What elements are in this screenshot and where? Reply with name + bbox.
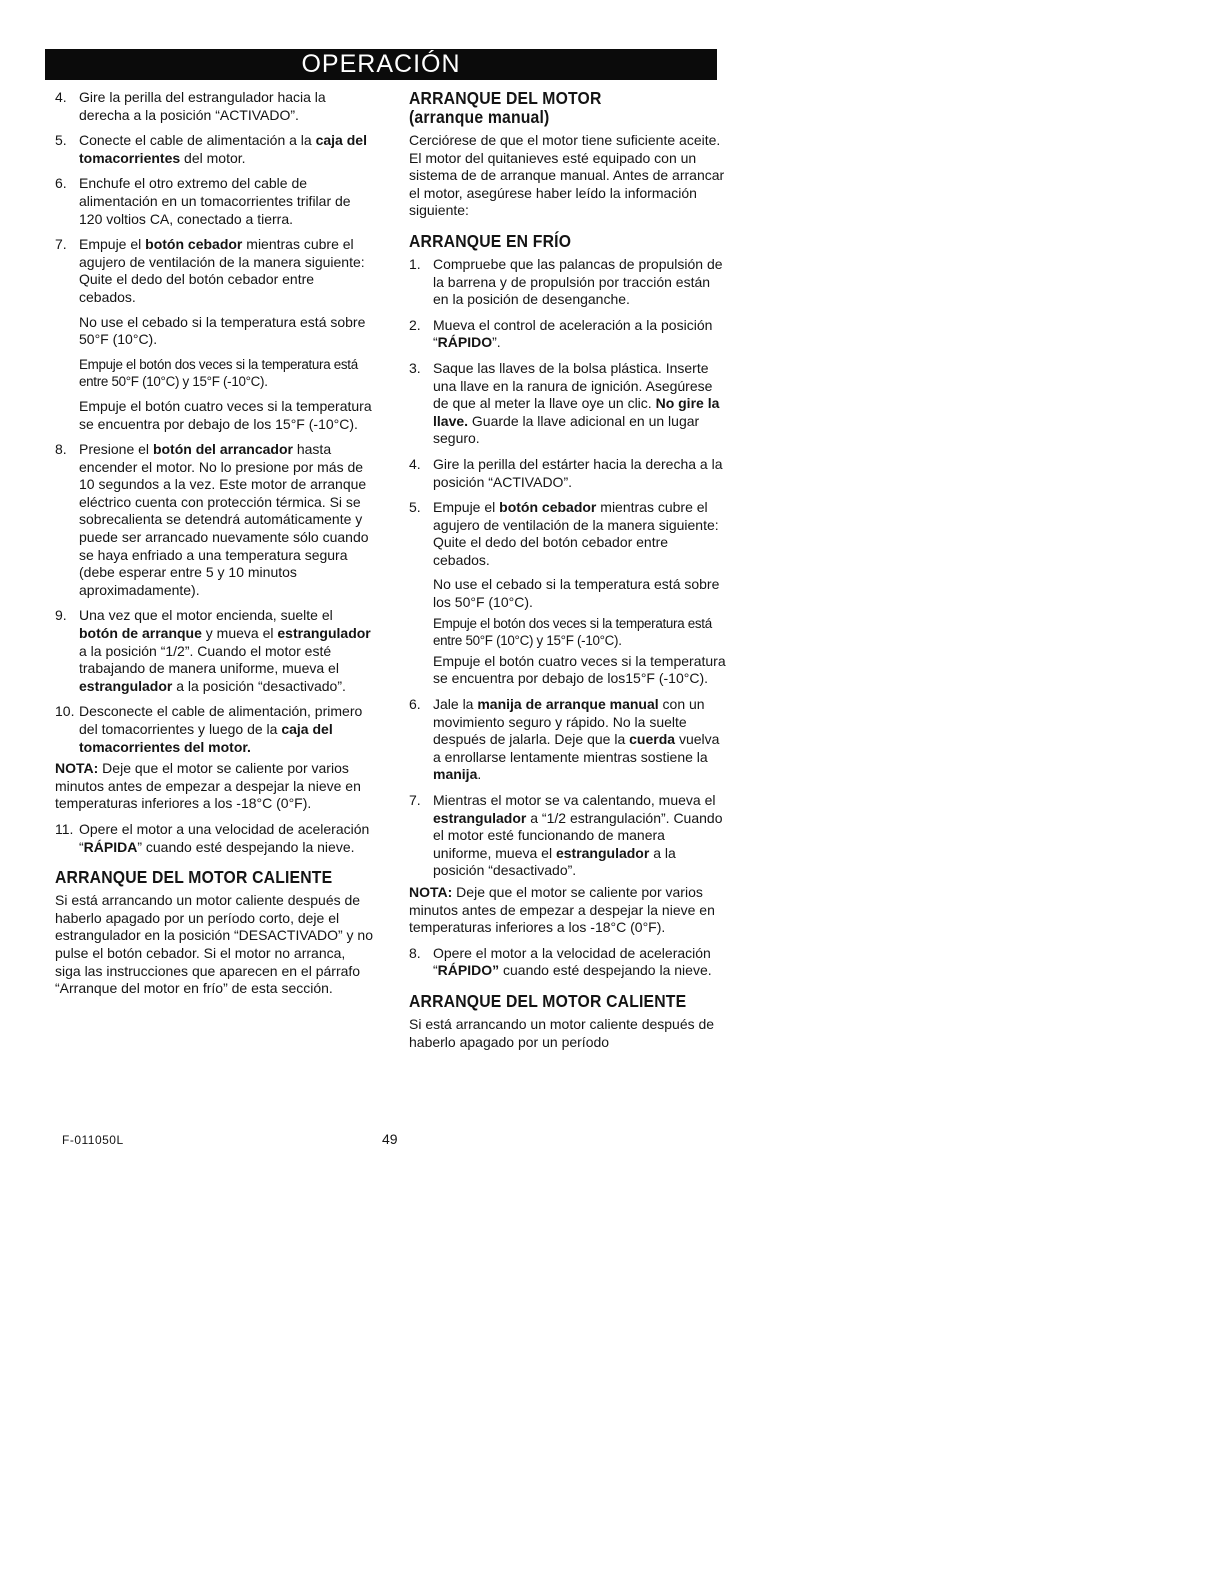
step-number: 8. [409,944,421,961]
step-text: cuando esté despejando la nieve. [499,962,712,979]
step-emphasis: botón cebador [145,236,243,253]
step-text: ” cuando esté despejando la nieve. [137,838,355,855]
step-text: Opere el motor a una velocidad de aceleración “ [79,820,370,855]
step-text: mientras cubre el agujero de ventilación de la manera siguiente: Quite el dedo del botón cebador entre cebados. [79,236,365,305]
step-text: Compruebe que las palancas de propulsión de la barrena y de propulsión por tracción están en la posición de desenganche. [433,255,723,308]
step-emphasis: manija de arranque manual [477,696,659,713]
step-number: 4. [409,455,421,472]
step-subnote: Empuje el botón dos veces si la temperatura está entre 50°F (10°C) y 15°F (-10°C). [79,356,358,390]
step-emphasis: botón cebador [499,499,597,516]
warm-start-text: Si está arrancando un motor caliente después de haberlo apagado por un período corto, deje el estrangulador en la posición “DESACTIVADO” y no pulse el botón cebador. Si el motor no arranca, siga las instrucciones que aparecen en el párrafo “Arranque del motor en frío” de esta sección. [55,892,373,997]
intro-paragraph: Cerciórese de que el motor tiene suficiente aceite. El motor del quitanieves esté equipado con un sistema de de arranque manual. Antes de arrancar el motor, asegúrese haber leído la información siguiente: [409,132,725,219]
step-text: Mueva el control de aceleración a la posición “ [433,316,713,351]
section-banner: OPERACIÓN [45,49,717,80]
step-text: a la posición “desactivado”. [172,677,346,694]
step-emphasis: manija [433,766,478,783]
step-number: 11. [55,820,74,837]
step-emphasis: RÁPIDO” [437,962,500,979]
step-item [409,499,726,688]
warm-start-heading: ARRANQUE DEL MOTOR CALIENTE [55,867,333,888]
step-item [55,607,374,695]
step-subnote: Empuje el botón dos veces si la temperatura está entre 50°F (10°C) y 15°F (-10°C). [433,615,712,649]
step-text: Gire la perilla del estárter hacia la derecha a la posición “ACTIVADO”. [433,455,723,490]
right-column [409,89,726,1051]
step-number: 8. [55,441,67,458]
step-text: . [477,766,482,783]
step-text: Opere el motor a la velocidad de aceleración “ [433,944,711,979]
step-number: 9. [55,607,67,624]
step-number: 6. [409,696,421,713]
step-text: Conecte el cable de alimentación a la [79,132,316,149]
note-label: NOTA: [55,760,99,777]
step-emphasis: estrangulador [555,844,650,861]
step-text: a la posición “desactivado”. [433,844,676,879]
step-subnote: Empuje el botón cuatro veces si la temperatura se encuentra por debajo de los15°F (-10°C). [433,652,726,687]
step-number: 10. [55,703,75,720]
step-item [55,89,374,124]
step-subnote: No use el cebado si la temperatura está sobre 50°F (10°C). [79,313,366,348]
step-item [409,792,726,880]
step-text: vuelva a enrollarse lentamente mientras sostiene la [433,731,720,765]
step-item [409,360,726,448]
step-emphasis: RÁPIDA [83,838,138,855]
step-text: del motor. [180,149,246,166]
step-text: Saque las llaves de la bolsa plástica. Inserte una llave en la ranura de ignición. Asegúrese de que al meter la llave oye un clic. [433,359,713,412]
step-emphasis: cuerda [629,731,676,748]
warm-start-text: Si está arrancando un motor caliente después de haberlo apagado por un período [409,1015,715,1050]
step-text: Una vez que el motor encienda, suelte el [79,607,333,624]
step-item [55,821,374,856]
step-emphasis: estrangulador [79,677,173,694]
step-text: Empuje el [79,236,146,253]
step-item [55,236,374,433]
note-label: NOTA: [409,883,453,900]
step-emphasis: botón del arrancador [152,441,293,458]
manual-start-subheading: (arranque manual) [409,107,550,127]
step-item [409,317,726,352]
step-text: Guarde la llave adicional en un lugar seguro. [433,412,700,447]
note-text: Deje que el motor se caliente por varios minutos antes de empezar a despejar la nieve en temperaturas inferiores a los -18°C (0°F). [55,760,361,812]
step-number: 4. [55,89,67,105]
step-text: Enchufe el otro extremo del cable de alimentación en un tomacorrientes trifilar de 120 voltios CA, conectado a tierra. [79,175,351,227]
step-number: 7. [409,792,421,808]
document-code: F-011050L [62,1133,124,1147]
step-text: con un movimiento seguro y rápido. No la suelte después de jalarla. Deje que la [433,696,705,748]
step-subnote: No use el cebado si la temperatura está sobre los 50°F (10°C). [433,576,720,611]
warm-start-heading: ARRANQUE DEL MOTOR CALIENTE [409,990,687,1011]
step-text: a “1/2 estrangulación”. Cuando el motor esté funcionando de manera uniforme, mueva el [433,809,723,861]
step-item [55,703,374,756]
step-item [409,456,726,491]
step-number: 5. [55,132,67,149]
step-item [55,441,374,599]
note-paragraph [409,884,726,937]
step-emphasis: No gire la llave. [433,395,720,429]
step-text: Gire la perilla del estrangulador hacia la derecha a la posición “ACTIVADO”. [79,89,326,123]
step-number: 5. [409,499,421,516]
note-text: Deje que el motor se caliente por varios minutos antes de empezar a despejar la nieve en temperaturas inferiores a los -18°C (0°F). [409,883,715,936]
step-emphasis: RÁPIDO [437,334,493,351]
step-number: 6. [55,175,67,192]
cold-start-heading: ARRANQUE EN FRÍO [409,230,572,251]
page-number: 49 [382,1131,398,1147]
step-subnote: Empuje el botón cuatro veces si la temperatura se encuentra por debajo de los 15°F (-10°C). [79,397,372,432]
left-column [55,89,374,998]
step-text: Presione el [79,441,153,458]
step-text: Empuje el [433,499,500,516]
step-text: ”. [492,334,501,351]
note-paragraph [55,760,374,813]
step-item [55,132,374,167]
manual-start-heading: ARRANQUE DEL MOTOR [409,88,602,108]
step-item [409,696,726,784]
step-text: y mueva el [201,625,278,642]
step-item [55,175,374,228]
step-emphasis: estrangulador [277,625,371,642]
step-emphasis: estrangulador [433,809,527,826]
step-number: 3. [409,359,421,376]
step-emphasis: caja del tomacorrientes [79,132,367,166]
step-number: 2. [409,316,421,333]
step-item [409,256,726,309]
step-text: Desconecte el cable de alimentación, primero del tomacorrientes y luego de la [79,703,363,737]
step-text: a la posición “1/2”. Cuando el motor esté trabajando de manera uniforme, mueva el [79,642,339,677]
step-item [409,945,726,980]
step-emphasis: botón de arranque [79,625,202,642]
step-emphasis: caja del tomacorrientes del motor. [79,721,333,755]
step-text: mientras cubre el agujero de ventilación de la manera siguiente: Quite el dedo del botón cebador entre cebados. [433,499,719,568]
step-number: 7. [55,236,67,253]
step-text: Mientras el motor se va calentando, mueva el [433,792,716,808]
step-number: 1. [409,255,421,272]
step-text: hasta encender el motor. No lo presione por más de 10 segundos a la vez. Este motor de arranque eléctrico cuenta con protección térmica. Si se sobrecalienta se detendrá automáticamente y puede ser arrancado nuevamente sólo cuando se haya enfriado a una temperatura segura (debe esperar entre 5 y 10 minutos aproximadamente). [79,441,369,598]
step-text: Jale la [433,696,478,713]
